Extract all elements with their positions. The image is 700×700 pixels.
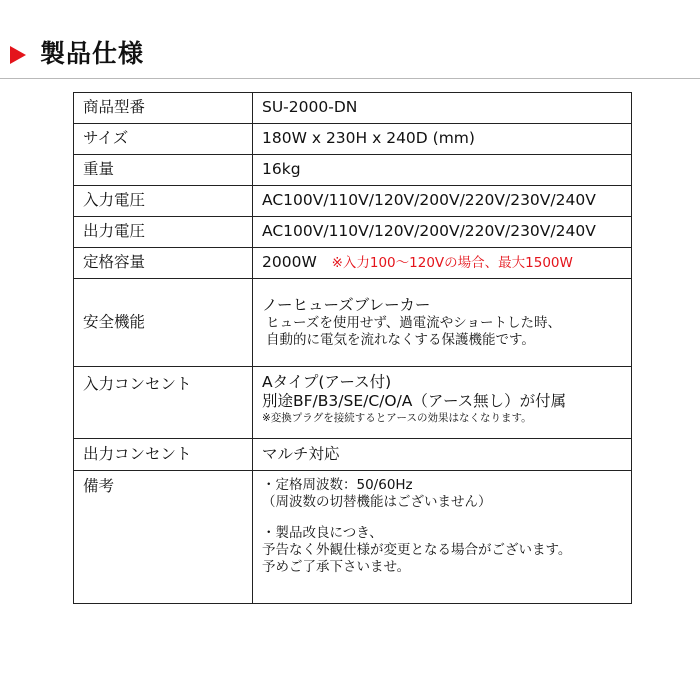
remarks-line: 予告なく外観仕様が変更となる場合がございます。 [262,541,572,558]
capacity-note: ※入力100～120Vの場合、最大1500W [331,255,573,272]
spec-row-safety [74,279,632,367]
spec-row-input-voltage [74,186,632,217]
remarks-line: ・定格周波数：50/60Hz [262,477,413,493]
spec-label: 定格容量 [74,248,253,279]
spec-value: マルチ対応 [253,439,632,471]
remarks-line: （周波数の切替機能はございません） [262,493,492,510]
spec-value [253,279,632,367]
spec-value [253,248,632,279]
safety-title: ノーヒューズブレーカー [262,295,431,314]
spec-label: サイズ [74,124,253,155]
page-header [0,0,700,85]
input-outlet-extra: 別途BF/B3/SE/C/O/A（アース無し）が付属 [262,392,567,411]
spec-value: 180W x 230H x 240D (mm) [253,124,632,155]
spec-value [253,471,632,604]
spec-label: 入力コンセント [74,367,253,439]
spec-row-weight [74,155,632,186]
spec-row-model [74,93,632,124]
triangle-arrow-icon [10,46,26,64]
input-outlet-note: ※変換プラグを接続するとアースの効果はなくなります。 [262,411,532,424]
spec-row-output-voltage [74,217,632,248]
spec-label: 安全機能 [74,279,253,367]
spec-row-remarks [74,471,632,604]
spec-label: 出力コンセント [74,439,253,471]
remarks-spacer [262,511,622,525]
capacity-value: 2000W [262,253,317,272]
spec-row-capacity [74,248,632,279]
spec-label: 備考 [74,471,253,604]
spec-row-size [74,124,632,155]
input-outlet-type: Aタイプ(アース付) [262,373,392,391]
spec-value: AC100V/110V/120V/200V/220V/230V/240V [253,217,632,248]
spec-label: 出力電圧 [74,217,253,248]
spec-label: 商品型番 [74,93,253,124]
page-title: 製品仕様 [40,39,145,68]
spec-row-input-outlet [74,367,632,439]
spec-value: 16kg [253,155,632,186]
remarks-line: 予めご了承下さいませ。 [262,558,411,575]
header-divider [0,78,700,79]
safety-desc: 自動的に電気を流れなくする保護機能です。 [266,332,535,349]
remarks-line: ・製品改良につき、 [262,524,383,541]
spec-value [253,367,632,439]
spec-table [73,92,632,604]
spec-label: 入力電圧 [74,186,253,217]
spec-value: SU-2000-DN [253,93,632,124]
spec-label: 重量 [74,155,253,186]
spec-row-output-outlet [74,439,632,471]
spec-value: AC100V/110V/120V/200V/220V/230V/240V [253,186,632,217]
safety-desc: ヒューズを使用せず、過電流やショートした時、 [266,315,561,332]
